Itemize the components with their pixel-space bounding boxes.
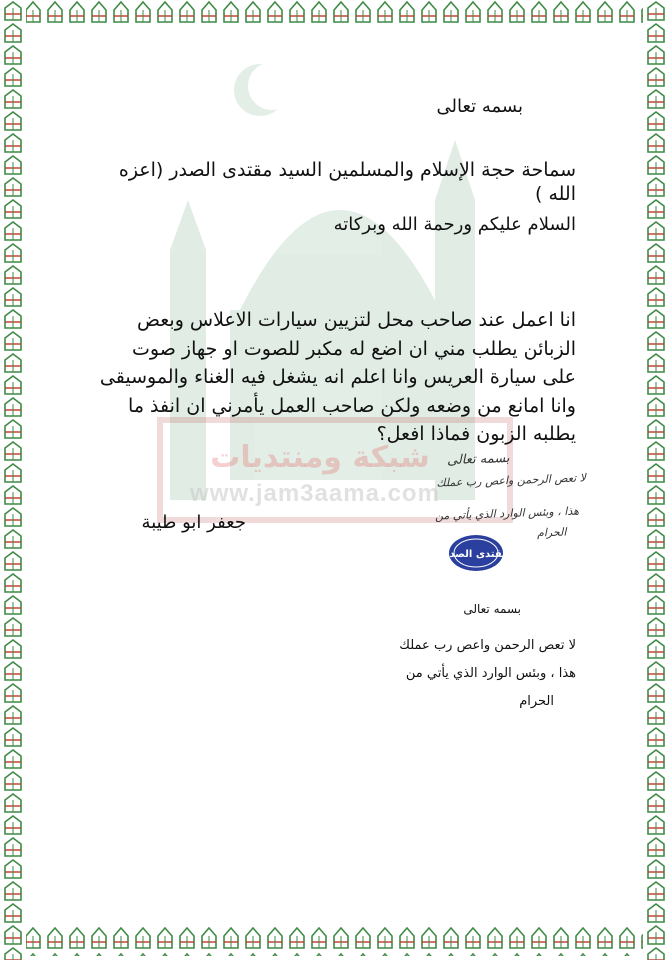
watermark-site-text: www.jam3aama.com <box>190 480 440 507</box>
border-left <box>0 0 26 960</box>
border-bottom <box>0 926 671 956</box>
letter-question: انا اعمل عند صاحب محل لتزيين سيارات الاعلاس وبعض الزبائن يطلب مني ان اضع له مكبر للصوت او جهاز صوت على سيارة العريس وانا اعلم انه يشغل فيه الغناء والموسيقى وانا امانع من وضعه ولكن صاحب العمل يأمرني ان انفذ ما يطلبه الزبون فماذا افعل؟ <box>99 309 576 445</box>
watermark-network-text: شبكة ومنتديات <box>210 440 430 475</box>
reply-title: بسمه تعالى <box>463 602 521 616</box>
reply-line-1: لا تعص الرحمن واعص رب عملك <box>399 638 576 653</box>
border-top <box>0 0 671 26</box>
letter-greeting: السلام عليكم ورحمة الله وبركاته <box>333 214 576 235</box>
reply-body <box>336 632 576 716</box>
handwritten-line-2: لا تعص الرحمن واعص رب عملك <box>436 471 587 490</box>
reply-line-2: هذا ، وبئس الوارد الذي يأتي من <box>405 666 576 681</box>
letter-salutation: بسمه تعالى <box>436 96 523 117</box>
handwritten-line-4: الحرام <box>536 525 567 540</box>
border-right <box>643 0 671 960</box>
handwritten-line-1: بسمه تعالى <box>446 450 510 469</box>
letter-recipient: سماحة حجة الإسلام والمسلمين السيد مقتدى الصدر (اعزه الله ) <box>118 159 576 205</box>
seal-text: مقتدى الصدر <box>443 549 509 560</box>
handwritten-line-3: هذا ، وبئس الوارد الذي يأتي من <box>434 504 580 523</box>
reply-line-3: الحرام <box>519 694 554 709</box>
official-seal <box>443 533 509 573</box>
letter-signer: جعفر ابو طيبة <box>141 512 246 533</box>
